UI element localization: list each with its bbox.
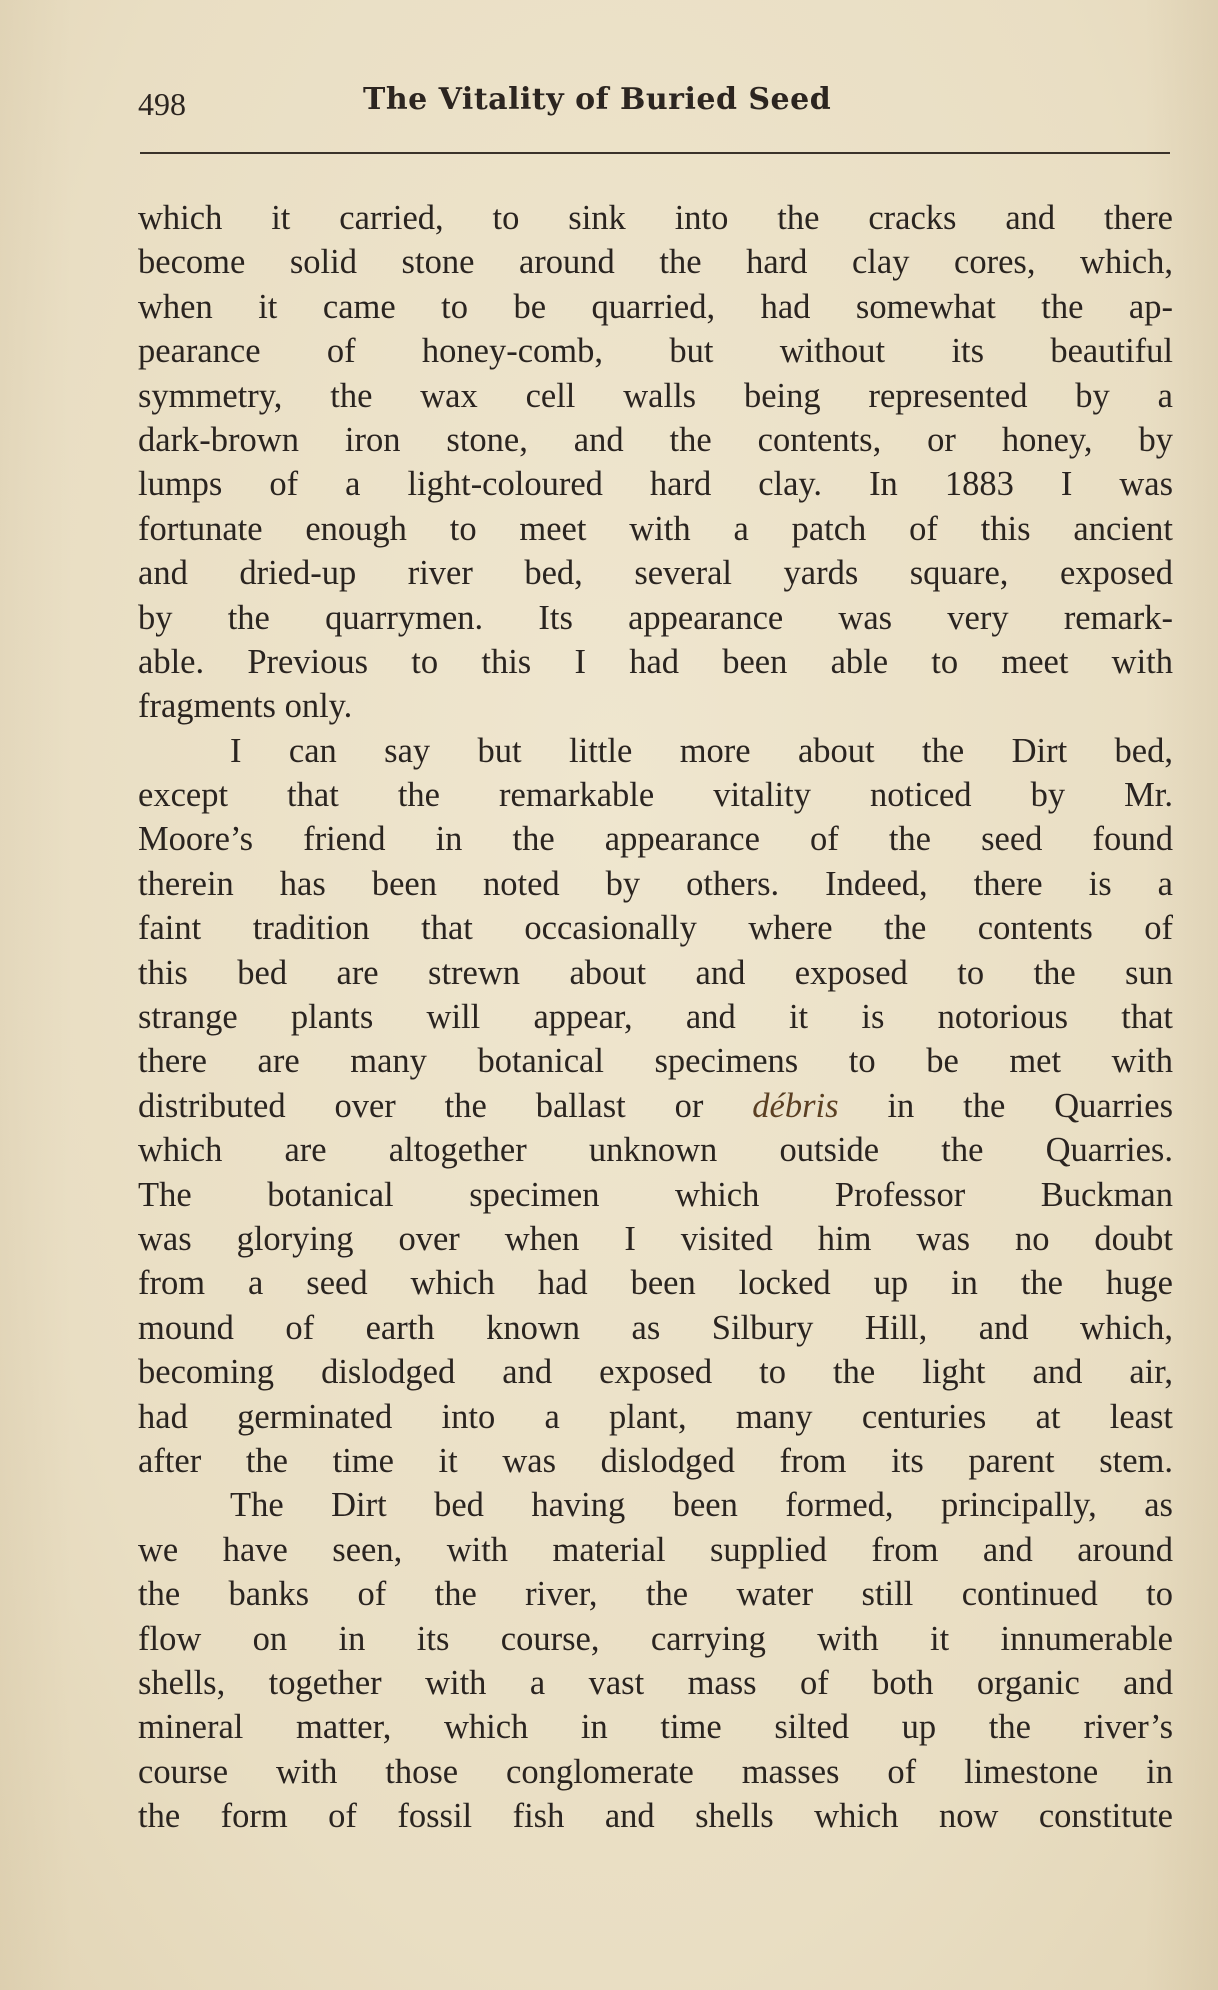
text-line: flow on in its course, carrying with it innumerable — [138, 1619, 1173, 1658]
text-line: shells, together with a vast mass of both organic and — [138, 1663, 1173, 1702]
text-line: except that the remarkable vitality noticed by Mr. — [138, 776, 1173, 815]
text-line: this bed are strewn about and exposed to the sun — [138, 953, 1173, 992]
paragraph-start-line: I can say but little more about the Dirt bed, — [230, 731, 1173, 770]
text-line: strange plants will appear, and it is notorious that — [138, 998, 1173, 1037]
text-line: mound of earth known as Silbury Hill, and which, — [138, 1308, 1173, 1347]
text-line: which it carried, to sink into the cracks and there — [138, 199, 1173, 237]
text-line: there are many botanical specimens to be met with — [138, 1042, 1173, 1081]
text-line: had germinated into a plant, many centuries at least — [138, 1397, 1173, 1436]
text-line: we have seen, with material supplied from and around — [138, 1530, 1173, 1569]
body-text — [138, 196, 1173, 1838]
text-segment: distributed over the ballast or — [138, 1086, 753, 1125]
page-number: 498 — [138, 86, 186, 122]
text-line: which are altogether unknown outside the Quarries. — [138, 1131, 1173, 1170]
text-segment: in the Quarries — [838, 1086, 1173, 1125]
text-line: pearance of honey-comb, but without its beautiful — [138, 332, 1173, 371]
text-line: faint tradition that occasionally where the contents of — [138, 909, 1173, 948]
text-line: become solid stone around the hard clay cores, which, — [138, 243, 1173, 282]
text-line: lumps of a light-coloured hard clay. In 1883 I was — [138, 465, 1173, 504]
text-line: fortunate enough to meet with a patch of this ancient — [138, 509, 1173, 548]
text-line: the banks of the river, the water still continued to — [138, 1575, 1173, 1614]
running-title: The Vitality of Buried Seed — [363, 82, 832, 117]
text-line: symmetry, the wax cell walls being represented by a — [138, 376, 1173, 415]
text-line: therein has been noted by others. Indeed, there is a — [138, 864, 1173, 903]
text-line: mineral matter, which in time silted up the river’s — [138, 1708, 1173, 1747]
text-line: Moore’s friend in the appearance of the seed found — [138, 820, 1173, 859]
paragraph-start-line: The Dirt bed having been formed, principally, as — [230, 1486, 1173, 1525]
text-line: and dried-up river bed, several yards square, exposed — [138, 554, 1173, 593]
text-line: dark-brown iron stone, and the contents, or honey, by — [138, 420, 1173, 459]
text-line-with-italic — [138, 1084, 1173, 1128]
text-line: from a seed which had been locked up in the huge — [138, 1264, 1173, 1303]
header-rule — [140, 152, 1170, 154]
text-line: course with those conglomerate masses of limestone in — [138, 1752, 1173, 1791]
text-line: becoming dislodged and exposed to the light and air, — [138, 1353, 1173, 1392]
text-line: was glorying over when I visited him was no doubt — [138, 1219, 1173, 1258]
text-line: by the quarrymen. Its appearance was very remark- — [138, 598, 1173, 637]
page-header — [138, 82, 1178, 132]
text-line: when it came to be quarried, had somewhat the ap- — [138, 287, 1173, 326]
text-line: able. Previous to this I had been able to meet with — [138, 642, 1173, 681]
text-line: The botanical specimen which Professor Buckman — [138, 1175, 1173, 1214]
text-line: fragments only. — [138, 687, 353, 726]
text-line: the form of fossil fish and shells which now constitute — [138, 1797, 1173, 1836]
text-line: after the time it was dislodged from its parent stem. — [138, 1441, 1173, 1480]
italic-term: débris — [752, 1086, 839, 1125]
